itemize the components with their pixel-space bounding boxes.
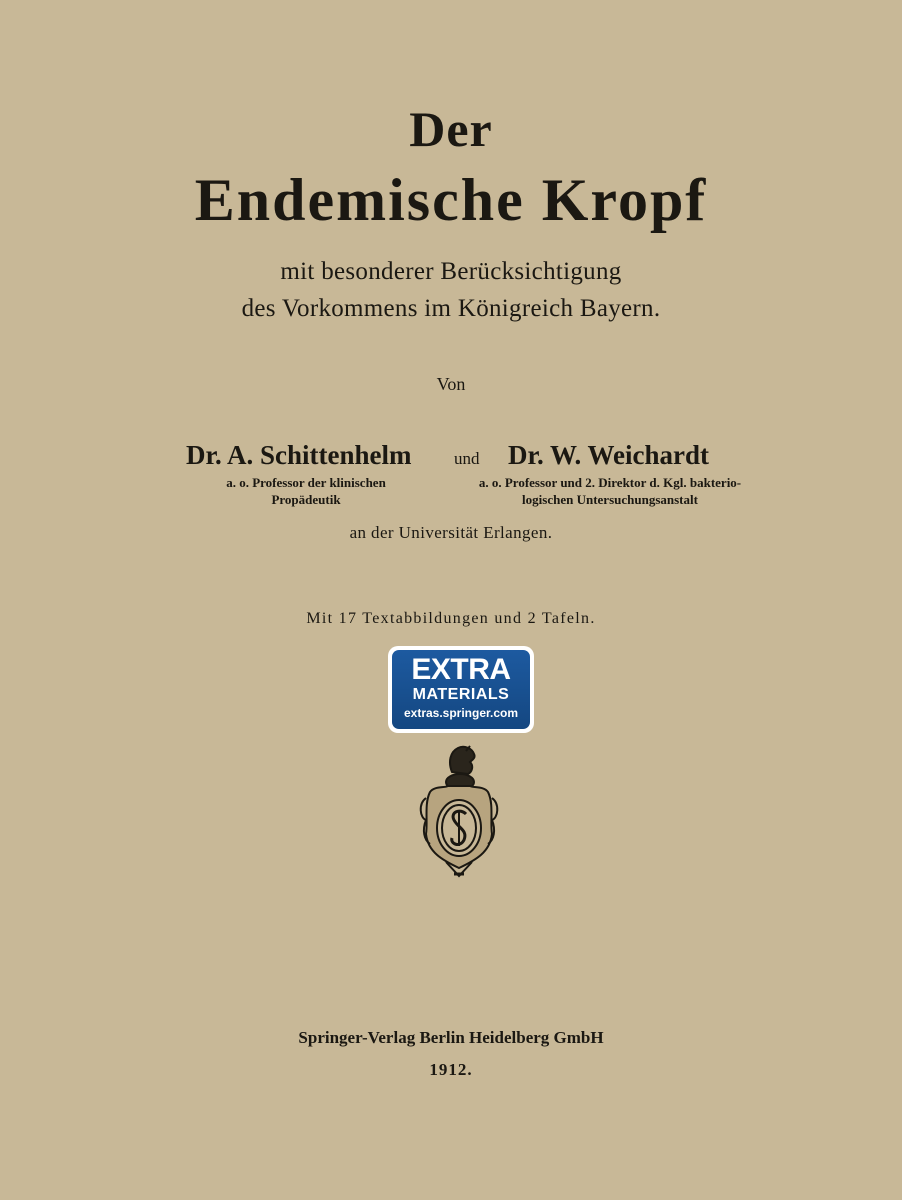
author-1-name: Dr. A. Schittenhelm: [186, 440, 412, 470]
publisher-line: Springer-Verlag Berlin Heidelberg GmbH: [298, 1028, 604, 1047]
badge-materials-text: MATERIALS: [412, 686, 510, 703]
extra-materials-badge[interactable]: [388, 646, 534, 733]
springer-knight-emblem-icon: [414, 742, 504, 882]
author-connector: und: [454, 449, 480, 468]
author-1-affiliation: [196, 474, 416, 508]
author-2-affiliation-line-2: logischen Untersuchungsanstalt: [522, 492, 698, 507]
author-2-name: Dr. W. Weichardt: [508, 440, 710, 470]
badge-extra-text: EXTRA: [411, 653, 511, 686]
author-2-affiliation-line-1: a. o. Professor und 2. Direktor d. Kgl. bakterio-: [478, 475, 742, 490]
by-label: Von: [436, 374, 466, 394]
badge-url-text: extras.springer.com: [403, 706, 519, 720]
publication-year: 1912.: [429, 1060, 473, 1079]
subtitle-line-2: des Vorkommens im Königreich Bayern.: [241, 295, 661, 322]
illustrations-note: Mit 17 Textabbildungen und 2 Tafeln.: [306, 610, 596, 627]
title-line-1: Der: [409, 101, 493, 157]
author-1-affiliation-line-1: a. o. Professor der klinischen: [226, 475, 386, 490]
subtitle-line-1: mit besonderer Berücksichtigung: [280, 258, 622, 285]
author-1-affiliation-line-2: Propädeutik: [271, 492, 341, 507]
university-line: an der Universität Erlangen.: [349, 523, 553, 542]
title-line-2: Endemische Kropf: [194, 167, 708, 233]
extra-materials-badge-panel: [392, 650, 530, 729]
author-2-affiliation: [450, 474, 770, 508]
